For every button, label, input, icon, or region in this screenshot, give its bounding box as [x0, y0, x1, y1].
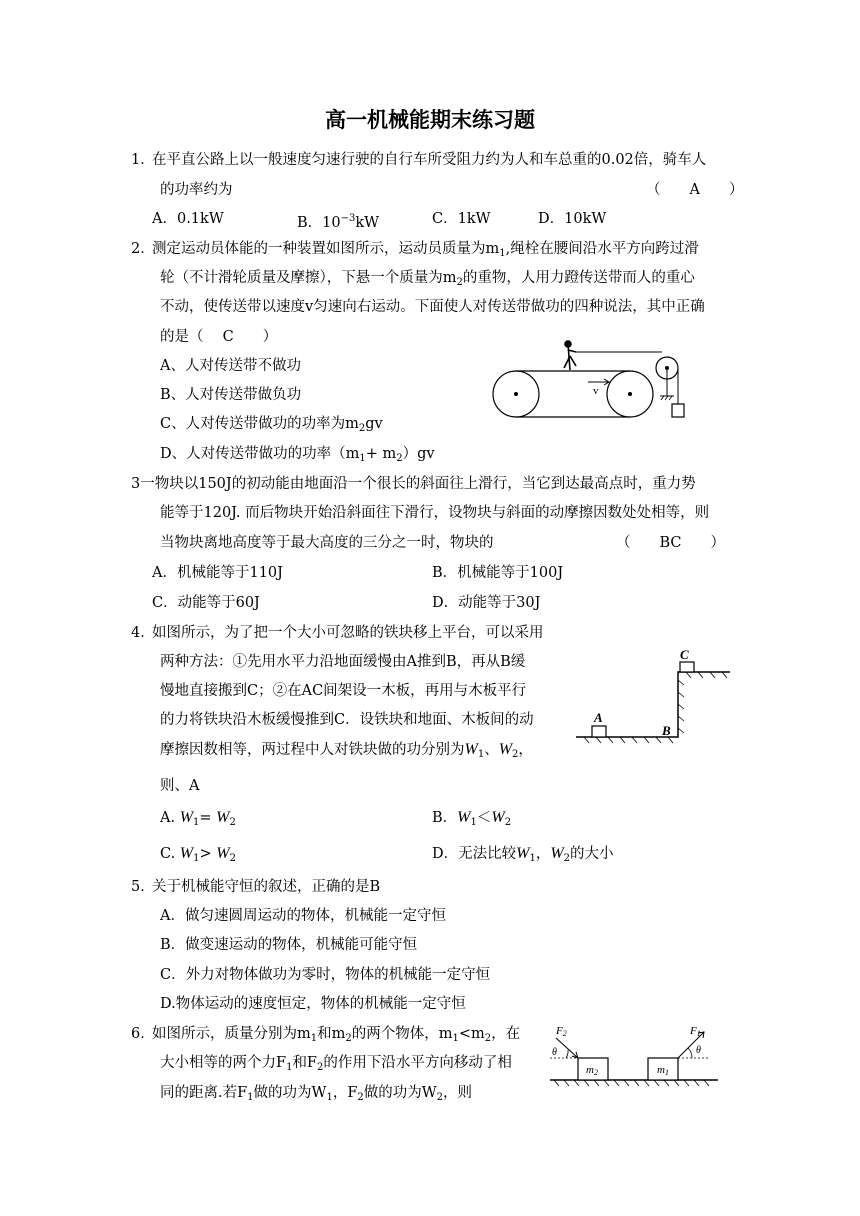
floor-hatching — [554, 1080, 709, 1086]
theta-arc-right — [688, 1048, 692, 1058]
hanging-weight — [672, 404, 684, 417]
q4-line6: 则、A — [160, 778, 200, 794]
ground-hatch — [661, 396, 672, 400]
q3-option-c: C．动能等于60J — [152, 595, 260, 611]
q1-option-b: B．$10^{-3}kW$ — [297, 213, 380, 231]
q3-option-b: B．机械能等于100J — [432, 565, 564, 581]
theta-arc-left — [566, 1050, 568, 1058]
label-m1: m1 — [657, 1064, 669, 1077]
q1-option-d: D．10kW — [538, 211, 607, 227]
block-at-a — [592, 726, 606, 737]
force-f2-line — [556, 1038, 578, 1058]
q6-number: 6． — [131, 1026, 155, 1042]
theta-label-left: θ — [552, 1047, 557, 1058]
label-b: B — [662, 723, 671, 738]
q6-line3: 同的距离.若$F_1$做的功为$W_1$，$F_2$做的功为$W_2$，则 — [160, 1085, 473, 1103]
q3-answer: （ BC ） — [616, 535, 726, 551]
platform-figure — [574, 646, 734, 746]
q3-line2: 能等于120J. 而后物块开始沿斜面往下滑行，设物块与斜面的动摩擦因数处处相等，则 — [160, 505, 710, 521]
q5-number: 5． — [131, 879, 155, 895]
q2-number: 2． — [131, 241, 155, 257]
block-at-c — [680, 662, 694, 672]
velocity-label: v — [593, 385, 599, 397]
athlete-figure — [564, 341, 576, 370]
q2-option-b: B、人对传送带做负功 — [160, 387, 302, 403]
q2-line1: 测定运动员体能的一种装置如图所示，运动员质量为$m_1$,绳栓在腰间沿水平方向跨过滑 — [152, 241, 699, 259]
q3-option-a: A．机械能等于110J — [152, 565, 283, 581]
conveyor-belt-figure — [490, 338, 702, 424]
label-a: A — [594, 710, 603, 725]
q4-line4: 的力将铁块沿木板缓慢推到C．设铁块和地面、木板间的动 — [160, 712, 534, 728]
q1-number: 1． — [131, 152, 155, 168]
left-roller-axle — [514, 392, 518, 396]
q4-option-d: D．无法比较$W_1$，$W_2$的大小 — [432, 845, 614, 864]
q2-option-d: D、人对传送带做功的功率$(m_1+ m_2)gv$ — [160, 446, 435, 464]
q4-number: 4． — [131, 625, 155, 641]
q4-option-a: A. $W_1= W_2$ — [160, 809, 236, 828]
q2-line3: 不动，使传送带以速度v匀速向右运动。下面使人对传送带做功的四种说法，其中正确 — [160, 299, 705, 315]
q5-option-a: A．做匀速圆周运动的物体，机械能一定守恒 — [160, 908, 446, 924]
label-f2: F2 — [556, 1025, 567, 1038]
q4-option-b: B．$W_1<W_2$ — [432, 809, 512, 828]
q3-option-d: D．动能等于30J — [432, 595, 541, 611]
page-title: 高一机械能期末练习题 — [325, 108, 535, 132]
q1-option-a: A．0.1kW — [152, 211, 224, 227]
q6-line1: 如图所示，质量分别为$m_1$和$m_2$的两个物体，$m_1<m_2$，在 — [152, 1026, 521, 1044]
q2-option-a: A、人对传送带不做功 — [160, 358, 301, 374]
q2-line2: 轮（不计滑轮质量及摩擦），下悬一个质量为$m_2$的重物，人用力蹬传送带而人的重心 — [160, 270, 695, 288]
q5-option-c: C．外力对物体做功为零时，物体的机械能一定守恒 — [160, 967, 491, 983]
q2-option-c: C、人对传送带做功的功率为$m_2gv$ — [160, 416, 383, 434]
q2-line4: 的是（ C ） — [160, 329, 278, 345]
q1-option-c: C．1kW — [432, 211, 491, 227]
q4-line3: 慢地直接搬到C；②在AC间架设一木板，再用与木板平行 — [160, 683, 527, 699]
q4-line2: 两种方法：①先用水平力沿地面缓慢由A推到B，再从B缓 — [160, 654, 526, 670]
q1-answer: （ A ） — [646, 182, 744, 198]
q5-option-d: D.物体运动的速度恒定，物体的机械能一定守恒 — [160, 996, 466, 1012]
right-roller-axle — [628, 392, 632, 396]
label-c: C — [680, 647, 689, 662]
theta-label-right: θ — [696, 1045, 701, 1056]
q1-line1: 在平直公路上以一般速度匀速行驶的自行车所受阻力约为人和车总重的0.02倍，骑车人 — [152, 152, 707, 168]
q4-line5: 摩擦因数相等，两过程中人对铁块做的功分别为$W_1$、$W_2$， — [160, 741, 533, 760]
q5-option-b: B．做变速运动的物体，机械能可能守恒 — [160, 937, 418, 953]
q5-stem: 关于机械能守恒的叙述，正确的是B — [152, 879, 381, 895]
q3-line3: 当物块离地高度等于最大高度的三分之一时，物块的 — [160, 535, 494, 551]
forces-figure — [546, 1020, 726, 1094]
label-f1: F1 — [690, 1025, 701, 1038]
label-m2: m2 — [586, 1064, 598, 1077]
q6-line2: 大小相等的两个力$F_1$和$F_2$的作用下沿水平方向移动了相 — [160, 1055, 512, 1073]
q3-line1: 3一物块以150J的初动能由地面沿一个很长的斜面往上滑行，当它到达最高点时，重力势 — [131, 476, 696, 492]
q1-line2: 的功率约为 — [160, 182, 233, 198]
q4-option-c: C. $W_1> W_2$ — [160, 845, 236, 864]
q4-line1: 如图所示，为了把一个大小可忽略的铁块移上平台，可以采用 — [152, 625, 544, 641]
